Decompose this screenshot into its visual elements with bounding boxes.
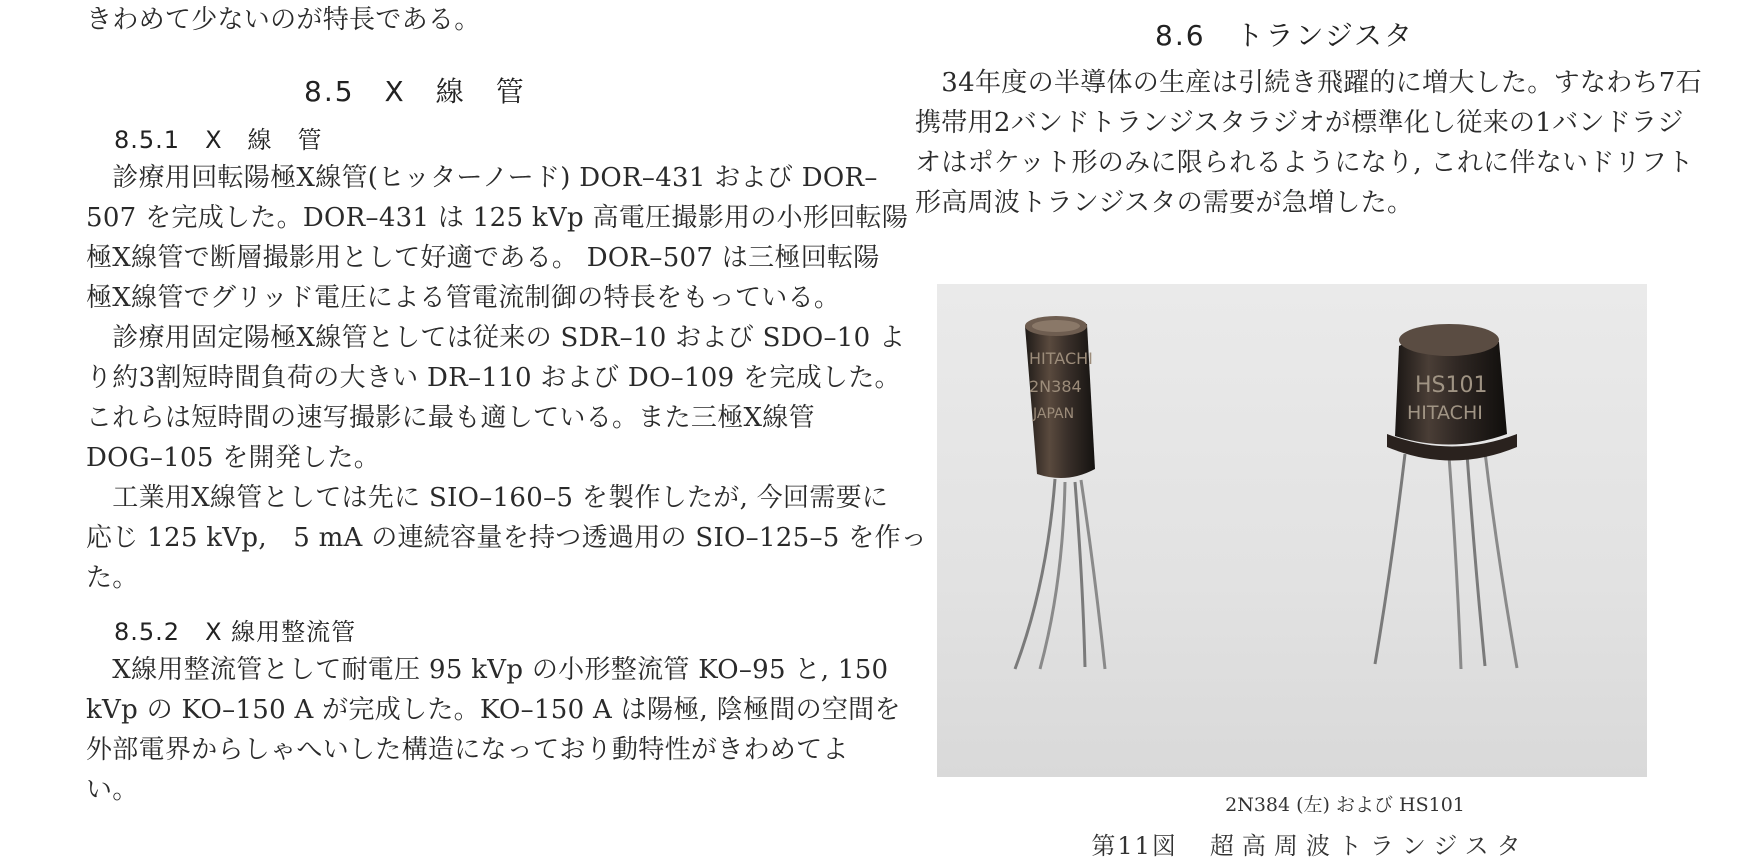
text-line: 工業用X線管としては先に SIO–160–5 を製作したが, 今回需要に [86, 483, 889, 513]
can-marking: 2N384 [1029, 377, 1082, 396]
can-marking: HITACHI [1029, 349, 1093, 368]
text-line: り約3割短時間負荷の大きい DR–110 および DO–109 を完成した。 [86, 363, 901, 393]
section-heading-8-6: 8.6 トランジスタ [1155, 19, 1414, 52]
figure-title: 超高周波トランジスタ [1209, 832, 1529, 860]
top-fragment: きわめて少ないのが特長である。 [86, 5, 481, 35]
text-line: これらは短時間の速写撮影に最も適している。また三極X線管 [86, 403, 815, 433]
transistor-2n384 [1015, 316, 1105, 669]
text-line: kVp の KO–150 A が完成した。KO–150 A は陽極, 陰極間の空間を [86, 695, 901, 725]
text-line: オはポケット形のみに限られるようになり, これに伴ないドリフト [915, 148, 1694, 178]
text-line: 診療用回転陽極X線管(ヒッターノード) DOR–431 および DOR– [86, 163, 878, 193]
section-heading-8-5: 8.5 X 線 管 [304, 75, 526, 108]
text-line: 外部電界からしゃへいした構造になっており動特性がきわめてよ [86, 735, 849, 765]
text-line: 携帯用2バンドトランジスタラジオが標準化し従来の1バンドラジ [915, 108, 1684, 138]
text-line: た。 [86, 563, 139, 593]
can-marking: JAPAN [1033, 406, 1075, 422]
subsection-heading-8-5-1: 8.5.1 X 線 管 [114, 126, 323, 154]
transistor-photo [937, 284, 1647, 777]
figure-caption [1050, 826, 1570, 861]
text-line: 極X線管でグリッド電圧による管電流制御の特長をもっている。 [86, 283, 841, 313]
subsection-heading-8-5-2: 8.5.2 X 線用整流管 [114, 618, 357, 646]
text-line: い。 [86, 775, 139, 805]
can-marking: HITACHI [1407, 402, 1483, 424]
text-line: DOG–105 を開発した。 [86, 443, 381, 473]
text-line: 応じ 125 kVp, 5 mA の連続容量を持つ透過用の SIO–125–5 を作っ [86, 523, 928, 553]
transistor-hs101 [1375, 324, 1517, 669]
figure-number: 第11図 [1091, 832, 1178, 860]
can-marking: HS101 [1415, 373, 1488, 398]
text-line: 507 を完成した。DOR–431 は 125 kVp 高電圧撮影用の小形回転陽 [86, 203, 909, 233]
text-line: 診療用固定陽極X線管としては従来の SDR–10 および SDO–10 よ [86, 323, 906, 353]
figure-subcaption: 2N384 (左) および HS101 [1225, 794, 1465, 816]
text-line: 形高周波トランジスタの需要が急増した。 [915, 188, 1414, 218]
text-line: X線用整流管として耐電圧 95 kVp の小形整流管 KO–95 と, 150 [86, 655, 889, 685]
text-line: 極X線管で断層撮影用として好適である。 DOR–507 は三極回転陽 [86, 243, 880, 273]
text-line: 34年度の半導体の生産は引続き飛躍的に増大した。すなわち7石 [915, 68, 1702, 98]
